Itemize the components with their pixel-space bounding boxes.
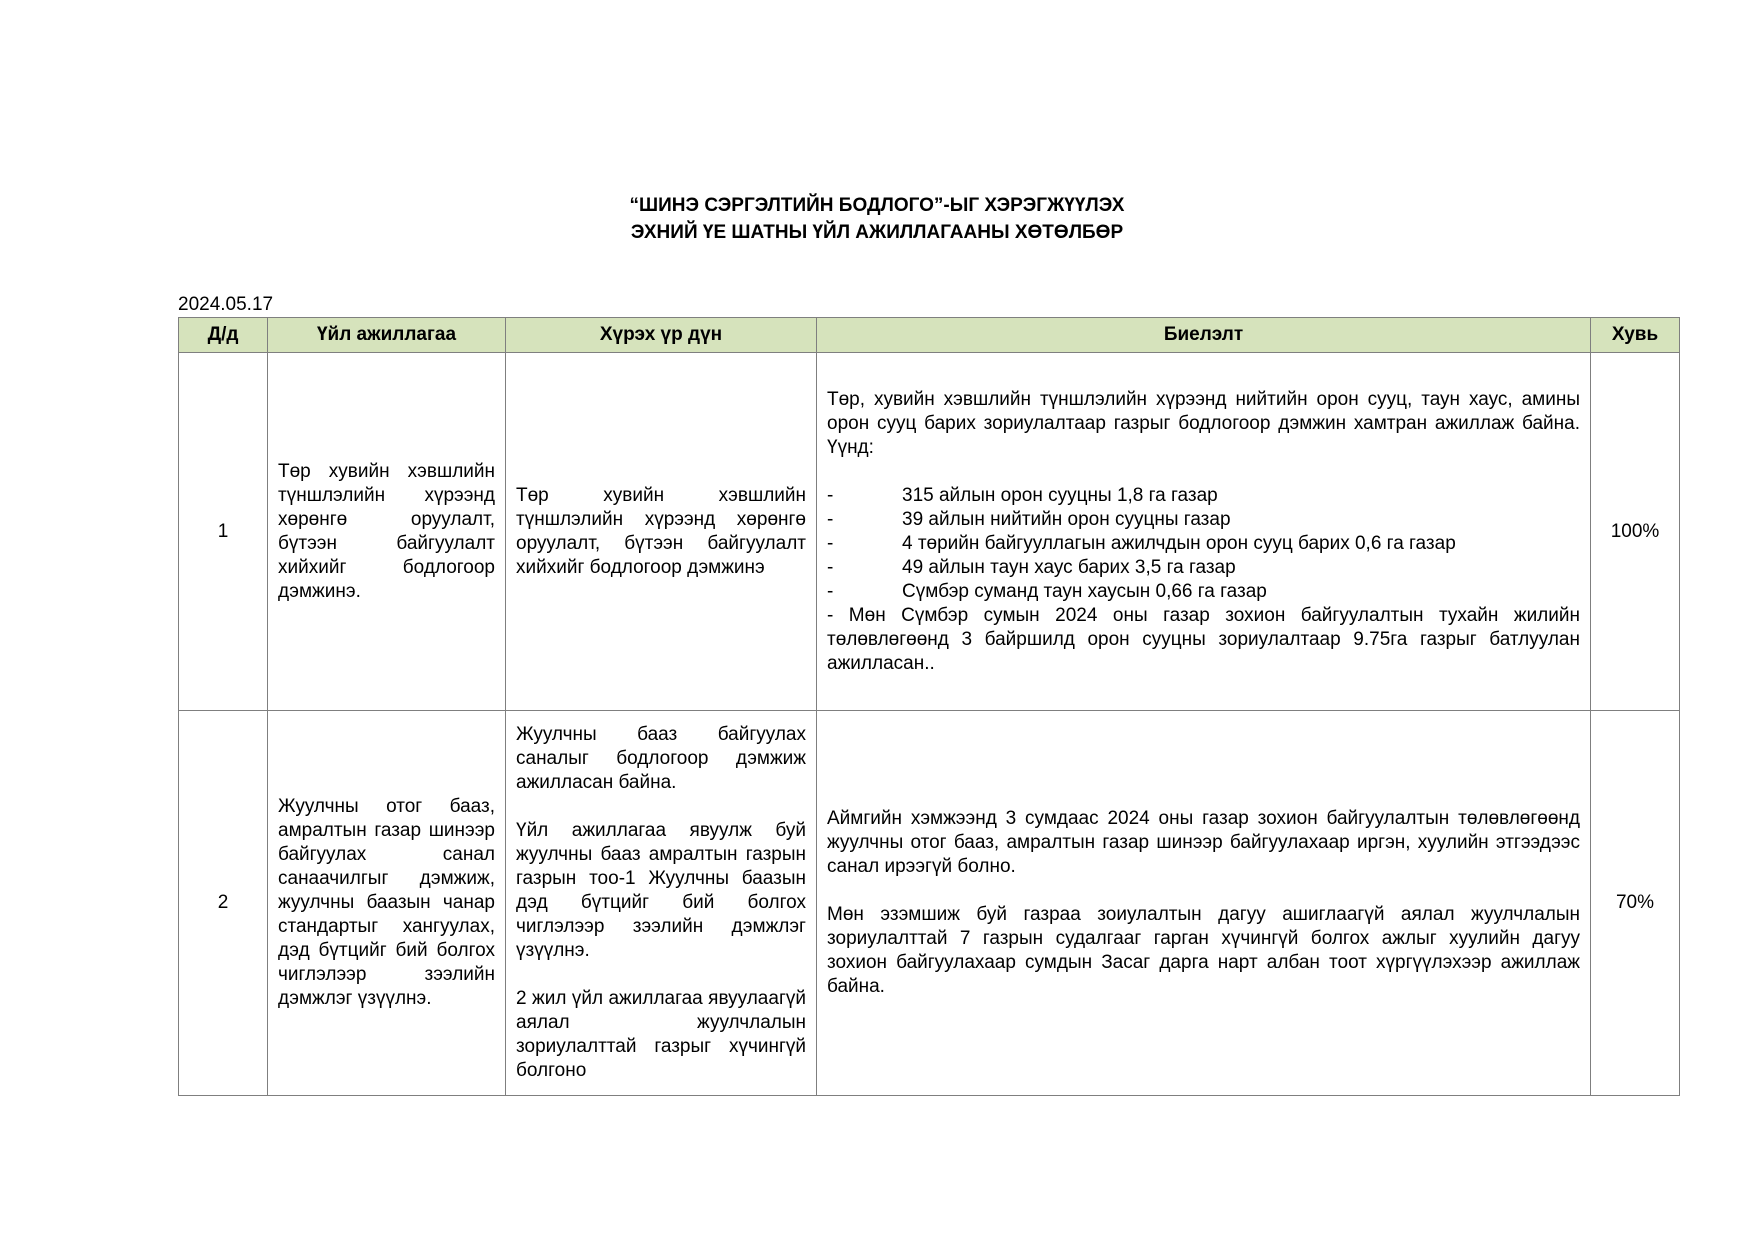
table-row [179, 353, 1680, 711]
row-activity: Жуулчны отог бааз, амралтын газар шинээр байгуулах санал санаачилгыг дэмжиж, жуулчны баазын чанар стандартыг хангуулах, дэд бүтцийг бий болгох чиглэлээр зээлийн дэмжлэг үзүүлнэ. [268, 711, 506, 1096]
list-item: - 39 айлын нийтийн орон сууцны газар [827, 508, 1231, 530]
table-header-row [179, 318, 1680, 353]
performance-intro: Төр, хувийн хэвшлийн түншлэлийн хүрээнд нийтийн орон сууц, таун хаус, амины орон сууц барих зориулалтаар газрыг бодлогоор дэмжин хамтран ажиллаж байна. Үүнд: [827, 388, 1580, 458]
list-item: - Сүмбэр суманд таун хаусын 0,66 га газар [827, 580, 1267, 602]
list-item: - 4 төрийн байгууллагын ажилчдын орон сууц барих 0,6 га газар [827, 532, 1456, 554]
header-number: Д/д [179, 318, 268, 353]
row-number: 2 [179, 711, 268, 1096]
result-paragraph-1: Жуулчны бааз байгуулах саналыг бодлогоор дэмжиж ажилласан байна. [516, 724, 806, 793]
list-item: - 49 айлын таун хаус барих 3,5 га газар [827, 556, 1236, 578]
header-expected-result: Хүрэх үр дүн [506, 318, 817, 353]
row-percent: 100% [1591, 353, 1680, 711]
title-line-2: ЭХНИЙ ҮЕ ШАТНЫ ҮЙЛ АЖИЛЛАГААНЫ ХӨТӨЛБӨР [630, 222, 1124, 243]
performance-outro: - Мөн Сүмбэр сумын 2024 оны газар зохион байгуулалтын тухайн жилийн төлөвлөгөөнд 3 байршилд орон сууцны зориулалтаар 9.75га газрыг батлуулан ажилласан.. [827, 604, 1580, 674]
row-expected-result: Төр хувийн хэвшлийн түншлэлийн хүрээнд хөрөнгө оруулалт, бүтээн байгуулалт хийхийг бодлогоор дэмжинэ [506, 353, 817, 711]
table-row [179, 711, 1680, 1096]
program-table [178, 317, 1680, 1096]
document-date: 2024.05.17 [178, 294, 274, 315]
list-item: - 315 айлын орон сууцны 1,8 га газар [827, 484, 1218, 506]
row-activity: Төр хувийн хэвшлийн түншлэлийн хүрээнд хөрөнгө оруулалт, бүтээн байгуулалт хийхийг бодлогоор дэмжинэ. [268, 353, 506, 711]
performance-paragraph-2: Мөн эзэмшиж буй газраа зоиулалтын дагуу ашиглаагүй аялал жуулчлалын зориулалттай 7 газрын судалгааг гарган хүчингүй болгох ажлыг хуулийн дагуу зохион байгуулахаар сумдын Засаг дарга нарт албан тоот хүргүүлэхээр ажиллаж байна. [827, 904, 1580, 997]
row-expected-result [506, 711, 817, 1096]
header-activity: Үйл ажиллагаа [268, 318, 506, 353]
title-line-1: “ШИНЭ СЭРГЭЛТИЙН БОДЛОГО”-ЫГ ХЭРЭГЖҮҮЛЭХ [629, 195, 1125, 216]
header-performance: Биелэлт [817, 318, 1591, 353]
performance-paragraph-1: Аймгийн хэмжээнд 3 сумдаас 2024 оны газар зохион байгуулалтын төлөвлөгөөнд жуулчны отог бааз, амралтын газар шинээр байгуулахаар иргэн, хуулийн этгээдээс санал ирээгүй болно. [827, 808, 1580, 877]
result-paragraph-2: Үйл ажиллагаа явуулж буй жуулчны бааз амралтын газрын газрын тоо-1 Жуулчны баазын дэд бүтцийг бий болгох чиглэлээр зээлийн дэмжлэг үзүүлнэ. [516, 820, 806, 961]
row-performance [817, 711, 1591, 1096]
row-number: 1 [179, 353, 268, 711]
header-percent: Хувь [1591, 318, 1680, 353]
row-performance [817, 353, 1591, 711]
result-paragraph-3: 2 жил үйл ажиллагаа явуулаагүй аялал жуулчлалын зориулалттай газрыг хүчингүй болгоно [516, 988, 806, 1081]
row-percent: 70% [1591, 711, 1680, 1096]
document-title [0, 192, 1754, 246]
